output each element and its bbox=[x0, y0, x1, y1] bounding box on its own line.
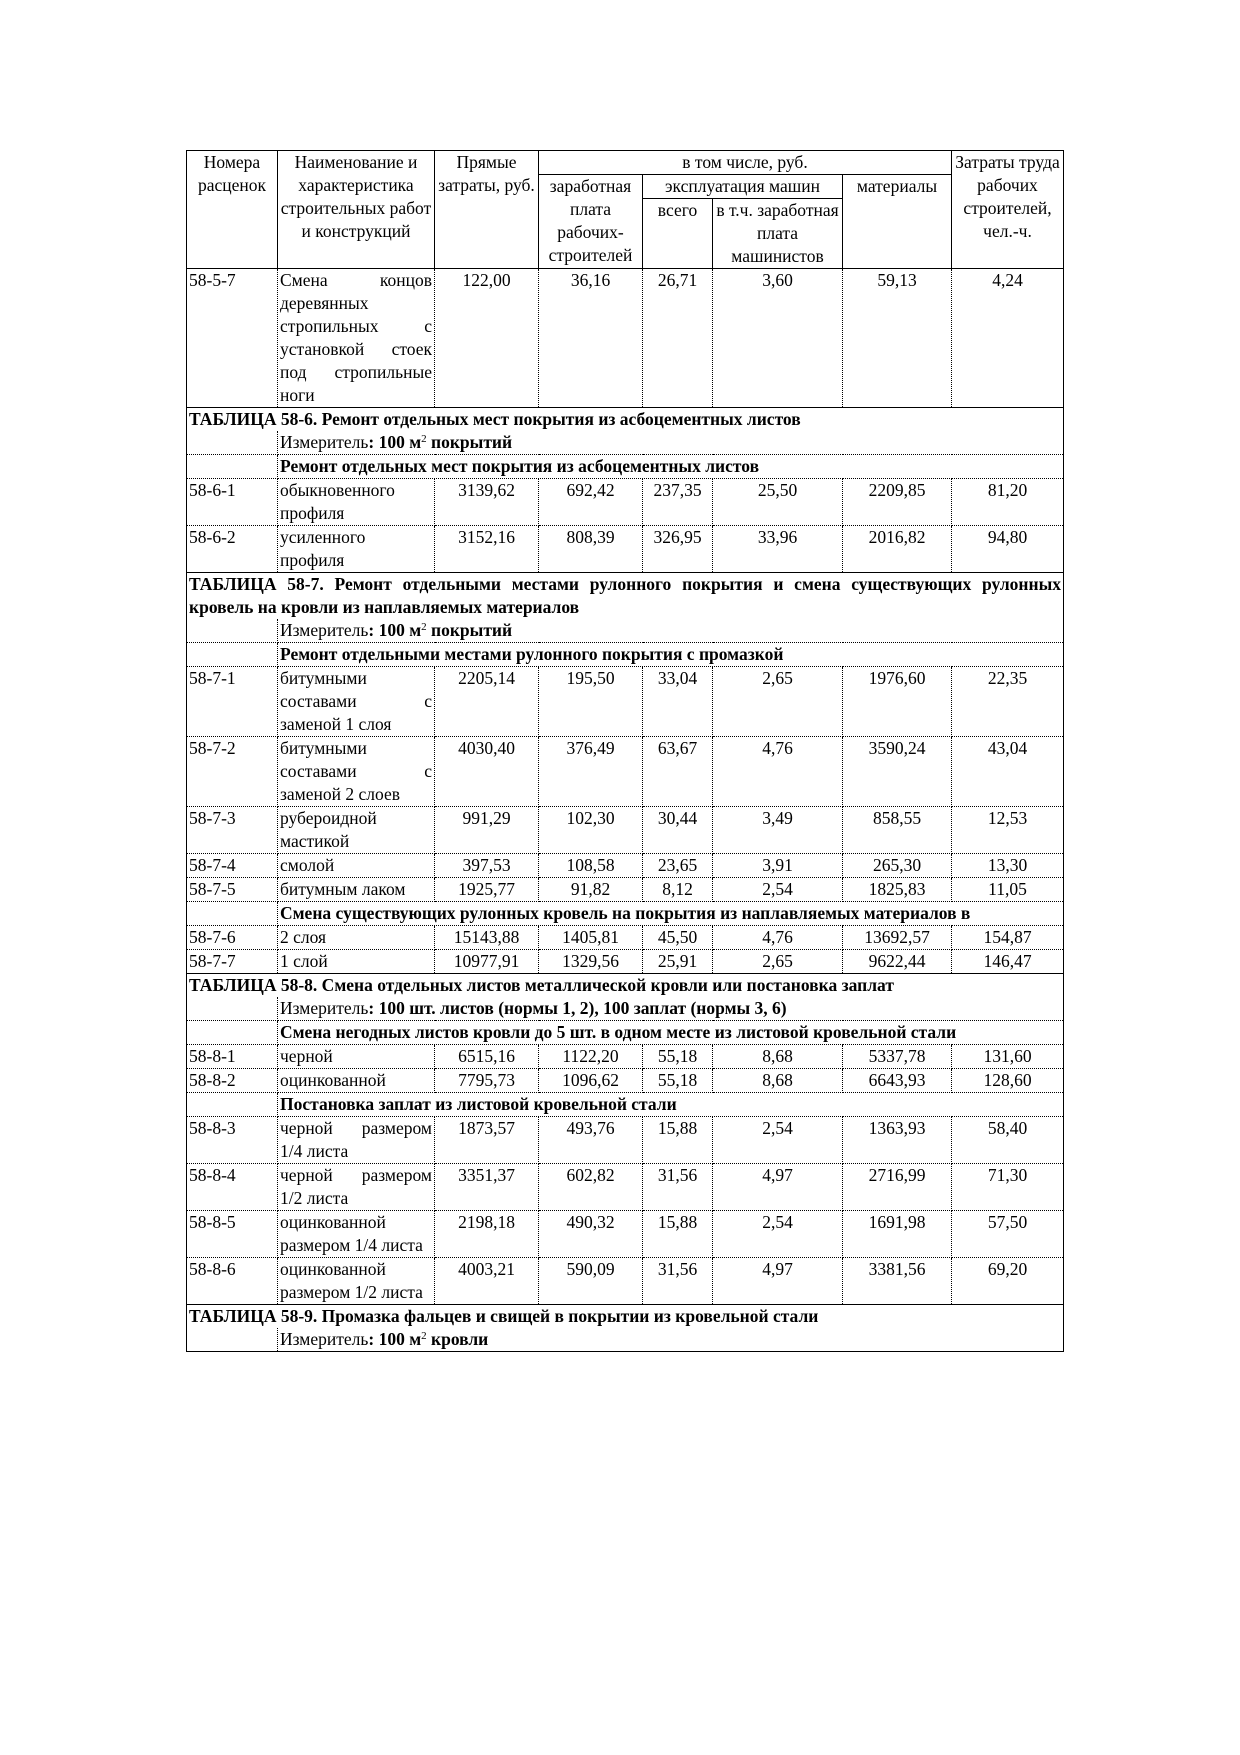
meter-row bbox=[187, 431, 1064, 455]
direct-cost: 397,53 bbox=[435, 854, 539, 878]
operator-wage: 2,54 bbox=[713, 1117, 843, 1164]
machine-cost: 33,04 bbox=[643, 667, 713, 737]
materials-cost: 13692,57 bbox=[843, 926, 952, 950]
meter-label: Измеритель bbox=[280, 620, 369, 640]
work-name: битумными составами с заменой 2 слоев bbox=[278, 737, 435, 807]
meter-row bbox=[187, 997, 1064, 1021]
labor-cost: 146,47 bbox=[952, 950, 1064, 974]
work-name: 2 слоя bbox=[278, 926, 435, 950]
materials-cost: 2016,82 bbox=[843, 526, 952, 573]
operator-wage: 3,91 bbox=[713, 854, 843, 878]
meter-label: Измеритель bbox=[280, 998, 369, 1018]
materials-cost: 1976,60 bbox=[843, 667, 952, 737]
operator-wage: 8,68 bbox=[713, 1069, 843, 1093]
labor-cost: 11,05 bbox=[952, 878, 1064, 902]
subhead-text: Смена существующих рулонных кровель на покрытия из наплавляемых материалов в bbox=[278, 902, 1064, 926]
table-row bbox=[187, 1069, 1064, 1093]
materials-cost: 1691,98 bbox=[843, 1211, 952, 1258]
labor-cost: 131,60 bbox=[952, 1045, 1064, 1069]
work-name: оцинкованной bbox=[278, 1069, 435, 1093]
meter-spacer bbox=[187, 619, 278, 643]
meter-tail: покрытий bbox=[426, 432, 513, 452]
rate-code: 58-7-4 bbox=[187, 854, 278, 878]
worker-wage: 36,16 bbox=[539, 269, 643, 408]
worker-wage: 602,82 bbox=[539, 1164, 643, 1211]
labor-cost: 22,35 bbox=[952, 667, 1064, 737]
materials-cost: 5337,78 bbox=[843, 1045, 952, 1069]
table-row bbox=[187, 950, 1064, 974]
table-row bbox=[187, 526, 1064, 573]
worker-wage: 91,82 bbox=[539, 878, 643, 902]
direct-cost: 991,29 bbox=[435, 807, 539, 854]
header-group: в том числе, руб. bbox=[539, 151, 952, 175]
direct-cost: 6515,16 bbox=[435, 1045, 539, 1069]
worker-wage: 493,76 bbox=[539, 1117, 643, 1164]
meter-tail: кровли bbox=[426, 1329, 489, 1349]
table-title-row bbox=[187, 573, 1064, 620]
direct-cost: 2198,18 bbox=[435, 1211, 539, 1258]
operator-wage: 25,50 bbox=[713, 479, 843, 526]
operator-wage: 4,76 bbox=[713, 926, 843, 950]
rate-code: 58-7-2 bbox=[187, 737, 278, 807]
labor-cost: 12,53 bbox=[952, 807, 1064, 854]
materials-cost: 265,30 bbox=[843, 854, 952, 878]
meter-value: : 100 шт. листов (нормы 1, 2), 100 заплат (нормы 3, 6) bbox=[368, 998, 787, 1018]
machine-cost: 26,71 bbox=[643, 269, 713, 408]
meter-text bbox=[278, 619, 1064, 643]
meter-row bbox=[187, 619, 1064, 643]
rate-code: 58-7-5 bbox=[187, 878, 278, 902]
materials-cost: 2716,99 bbox=[843, 1164, 952, 1211]
work-name: черной размером 1/4 листа bbox=[278, 1117, 435, 1164]
header-wage: заработная плата рабочих-строителей bbox=[539, 175, 643, 269]
machine-cost: 55,18 bbox=[643, 1069, 713, 1093]
labor-cost: 13,30 bbox=[952, 854, 1064, 878]
operator-wage: 2,54 bbox=[713, 1211, 843, 1258]
direct-cost: 3139,62 bbox=[435, 479, 539, 526]
machine-cost: 15,88 bbox=[643, 1211, 713, 1258]
header-machines: эксплуатация машин bbox=[643, 175, 843, 199]
meter-tail: покрытий bbox=[426, 620, 513, 640]
direct-cost: 1925,77 bbox=[435, 878, 539, 902]
operator-wage: 3,60 bbox=[713, 269, 843, 408]
table-row bbox=[187, 854, 1064, 878]
meter-value: : 100 м bbox=[368, 432, 422, 452]
table-title: ТАБЛИЦА 58-7. Ремонт отдельными местами рулонного покрытия и смена существующих рулонных кровель на кровли из наплавляемых материалов bbox=[187, 573, 1064, 620]
labor-cost: 128,60 bbox=[952, 1069, 1064, 1093]
rate-code: 58-7-6 bbox=[187, 926, 278, 950]
table-row bbox=[187, 1258, 1064, 1305]
direct-cost: 7795,73 bbox=[435, 1069, 539, 1093]
subhead-row bbox=[187, 902, 1064, 926]
subhead-text: Смена негодных листов кровли до 5 шт. в одном месте из листовой кровельной стали bbox=[278, 1021, 1064, 1045]
table-body bbox=[187, 269, 1064, 1352]
worker-wage: 195,50 bbox=[539, 667, 643, 737]
labor-cost: 57,50 bbox=[952, 1211, 1064, 1258]
materials-cost: 6643,93 bbox=[843, 1069, 952, 1093]
direct-cost: 4003,21 bbox=[435, 1258, 539, 1305]
labor-cost: 43,04 bbox=[952, 737, 1064, 807]
worker-wage: 1329,56 bbox=[539, 950, 643, 974]
work-name: рубероидной мастикой bbox=[278, 807, 435, 854]
table-header bbox=[187, 151, 1064, 269]
labor-cost: 154,87 bbox=[952, 926, 1064, 950]
subhead-spacer bbox=[187, 1093, 278, 1117]
direct-cost: 10977,91 bbox=[435, 950, 539, 974]
subhead-text: Ремонт отдельных мест покрытия из асбоцементных листов bbox=[278, 455, 1064, 479]
machine-cost: 31,56 bbox=[643, 1258, 713, 1305]
meter-spacer bbox=[187, 997, 278, 1021]
direct-cost: 15143,88 bbox=[435, 926, 539, 950]
meter-text bbox=[278, 1328, 1064, 1352]
materials-cost: 3381,56 bbox=[843, 1258, 952, 1305]
header-direct: Прямые затраты, руб. bbox=[435, 151, 539, 269]
materials-cost: 59,13 bbox=[843, 269, 952, 408]
labor-cost: 69,20 bbox=[952, 1258, 1064, 1305]
table-title-row bbox=[187, 1305, 1064, 1329]
work-name: оцинкованной размером 1/2 листа bbox=[278, 1258, 435, 1305]
subhead-spacer bbox=[187, 455, 278, 479]
operator-wage: 33,96 bbox=[713, 526, 843, 573]
header-machines-total: всего bbox=[643, 199, 713, 269]
labor-cost: 4,24 bbox=[952, 269, 1064, 408]
subhead-row bbox=[187, 455, 1064, 479]
meter-spacer bbox=[187, 1328, 278, 1352]
table-title-row bbox=[187, 974, 1064, 998]
table-row bbox=[187, 1211, 1064, 1258]
worker-wage: 376,49 bbox=[539, 737, 643, 807]
operator-wage: 2,65 bbox=[713, 667, 843, 737]
work-name: 1 слой bbox=[278, 950, 435, 974]
worker-wage: 490,32 bbox=[539, 1211, 643, 1258]
table-row bbox=[187, 807, 1064, 854]
worker-wage: 1405,81 bbox=[539, 926, 643, 950]
table-row bbox=[187, 269, 1064, 408]
work-name: смолой bbox=[278, 854, 435, 878]
table-row bbox=[187, 1045, 1064, 1069]
operator-wage: 4,76 bbox=[713, 737, 843, 807]
subhead-row bbox=[187, 1093, 1064, 1117]
operator-wage: 2,65 bbox=[713, 950, 843, 974]
labor-cost: 94,80 bbox=[952, 526, 1064, 573]
meter-label: Измеритель bbox=[280, 1329, 369, 1349]
meter-spacer bbox=[187, 431, 278, 455]
operator-wage: 4,97 bbox=[713, 1164, 843, 1211]
work-name: обыкновенного профиля bbox=[278, 479, 435, 526]
direct-cost: 122,00 bbox=[435, 269, 539, 408]
subhead-text: Ремонт отдельными местами рулонного покрытия с промазкой bbox=[278, 643, 1064, 667]
rate-code: 58-7-1 bbox=[187, 667, 278, 737]
rate-code: 58-8-4 bbox=[187, 1164, 278, 1211]
meter-row bbox=[187, 1328, 1064, 1352]
materials-cost: 2209,85 bbox=[843, 479, 952, 526]
table-row bbox=[187, 479, 1064, 526]
meter-text bbox=[278, 431, 1064, 455]
header-materials: материалы bbox=[843, 175, 952, 269]
worker-wage: 1122,20 bbox=[539, 1045, 643, 1069]
meter-value: : 100 м bbox=[368, 1329, 422, 1349]
worker-wage: 108,58 bbox=[539, 854, 643, 878]
machine-cost: 237,35 bbox=[643, 479, 713, 526]
subhead-spacer bbox=[187, 1021, 278, 1045]
labor-cost: 71,30 bbox=[952, 1164, 1064, 1211]
direct-cost: 1873,57 bbox=[435, 1117, 539, 1164]
labor-cost: 58,40 bbox=[952, 1117, 1064, 1164]
work-name: битумным лаком bbox=[278, 878, 435, 902]
rate-code: 58-8-3 bbox=[187, 1117, 278, 1164]
rate-code: 58-7-7 bbox=[187, 950, 278, 974]
labor-cost: 81,20 bbox=[952, 479, 1064, 526]
table-row bbox=[187, 1164, 1064, 1211]
work-name: Смена концов деревянных стропильных с установкой стоек под стропильные ноги bbox=[278, 269, 435, 408]
table-row bbox=[187, 878, 1064, 902]
worker-wage: 1096,62 bbox=[539, 1069, 643, 1093]
table-row bbox=[187, 926, 1064, 950]
machine-cost: 23,65 bbox=[643, 854, 713, 878]
meter-label: Измеритель bbox=[280, 432, 369, 452]
table-row bbox=[187, 737, 1064, 807]
header-labor: Затраты труда рабочих строителей, чел.-ч. bbox=[952, 151, 1064, 269]
machine-cost: 55,18 bbox=[643, 1045, 713, 1069]
operator-wage: 8,68 bbox=[713, 1045, 843, 1069]
materials-cost: 3590,24 bbox=[843, 737, 952, 807]
rate-code: 58-8-1 bbox=[187, 1045, 278, 1069]
table-row bbox=[187, 1117, 1064, 1164]
work-name: черной bbox=[278, 1045, 435, 1069]
table-row bbox=[187, 667, 1064, 737]
rate-code: 58-8-2 bbox=[187, 1069, 278, 1093]
machine-cost: 15,88 bbox=[643, 1117, 713, 1164]
machine-cost: 25,91 bbox=[643, 950, 713, 974]
rate-code: 58-6-1 bbox=[187, 479, 278, 526]
direct-cost: 3351,37 bbox=[435, 1164, 539, 1211]
worker-wage: 102,30 bbox=[539, 807, 643, 854]
table-title: ТАБЛИЦА 58-6. Ремонт отдельных мест покрытия из асбоцементных листов bbox=[187, 408, 1064, 432]
machine-cost: 45,50 bbox=[643, 926, 713, 950]
rate-code: 58-6-2 bbox=[187, 526, 278, 573]
price-table-sheet bbox=[186, 150, 1063, 1352]
meter-text bbox=[278, 997, 1064, 1021]
header-name: Наименование и характеристика строительных работ и конструкций bbox=[278, 151, 435, 269]
subhead-row bbox=[187, 1021, 1064, 1045]
work-name: битумными составами с заменой 1 слоя bbox=[278, 667, 435, 737]
operator-wage: 4,97 bbox=[713, 1258, 843, 1305]
subhead-text: Постановка заплат из листовой кровельной стали bbox=[278, 1093, 1064, 1117]
materials-cost: 1825,83 bbox=[843, 878, 952, 902]
rate-code: 58-7-3 bbox=[187, 807, 278, 854]
header-machines-wage: в т.ч. заработная плата машинистов bbox=[713, 199, 843, 269]
materials-cost: 1363,93 bbox=[843, 1117, 952, 1164]
work-name: черной размером 1/2 листа bbox=[278, 1164, 435, 1211]
operator-wage: 3,49 bbox=[713, 807, 843, 854]
direct-cost: 4030,40 bbox=[435, 737, 539, 807]
subhead-row bbox=[187, 643, 1064, 667]
work-name: оцинкованной размером 1/4 листа bbox=[278, 1211, 435, 1258]
meter-sup: 2 bbox=[421, 621, 427, 633]
worker-wage: 590,09 bbox=[539, 1258, 643, 1305]
operator-wage: 2,54 bbox=[713, 878, 843, 902]
direct-cost: 2205,14 bbox=[435, 667, 539, 737]
subhead-spacer bbox=[187, 902, 278, 926]
materials-cost: 9622,44 bbox=[843, 950, 952, 974]
rate-code: 58-5-7 bbox=[187, 269, 278, 408]
meter-value: : 100 м bbox=[368, 620, 422, 640]
table-title: ТАБЛИЦА 58-9. Промазка фальцев и свищей в покрытии из кровельной стали bbox=[187, 1305, 1064, 1329]
subhead-spacer bbox=[187, 643, 278, 667]
materials-cost: 858,55 bbox=[843, 807, 952, 854]
rate-code: 58-8-6 bbox=[187, 1258, 278, 1305]
machine-cost: 30,44 bbox=[643, 807, 713, 854]
rate-code: 58-8-5 bbox=[187, 1211, 278, 1258]
machine-cost: 8,12 bbox=[643, 878, 713, 902]
price-table bbox=[186, 150, 1064, 1352]
direct-cost: 3152,16 bbox=[435, 526, 539, 573]
table-title-row bbox=[187, 408, 1064, 432]
meter-sup: 2 bbox=[421, 1330, 427, 1342]
worker-wage: 808,39 bbox=[539, 526, 643, 573]
machine-cost: 63,67 bbox=[643, 737, 713, 807]
table-title: ТАБЛИЦА 58-8. Смена отдельных листов металлической кровли или постановка заплат bbox=[187, 974, 1064, 998]
meter-sup: 2 bbox=[421, 433, 427, 445]
header-codes: Номера расценок bbox=[187, 151, 278, 269]
worker-wage: 692,42 bbox=[539, 479, 643, 526]
machine-cost: 326,95 bbox=[643, 526, 713, 573]
work-name: усиленного профиля bbox=[278, 526, 435, 573]
machine-cost: 31,56 bbox=[643, 1164, 713, 1211]
